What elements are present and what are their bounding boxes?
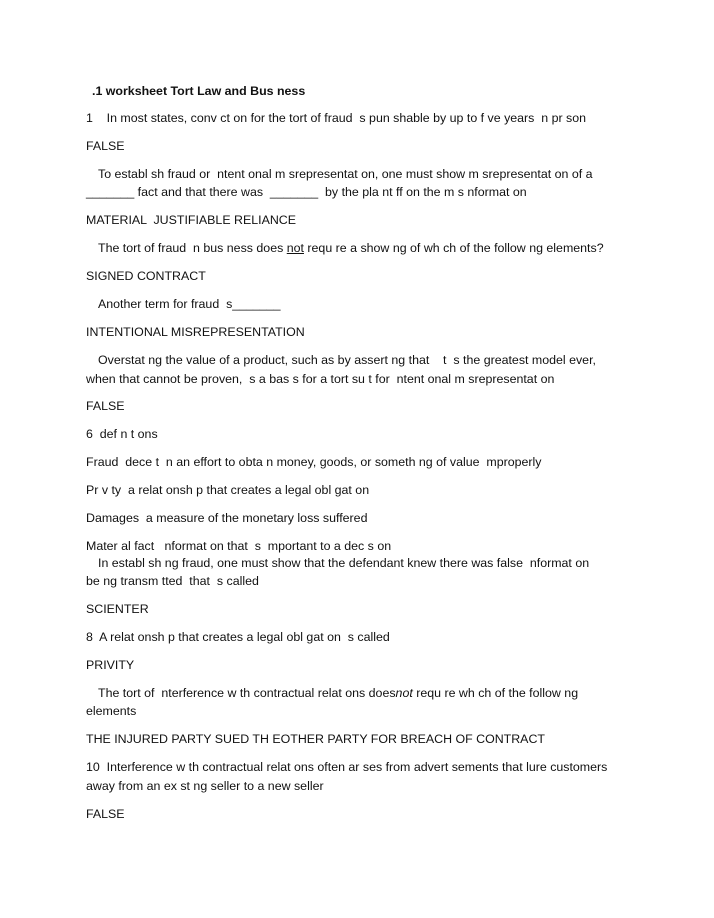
question-10-line-1: 10 Interference w th contractual relat ons often ar ses from advert sements that lure customers xyxy=(86,760,608,774)
answer-1: FALSE xyxy=(86,139,125,153)
question-9-italic: not xyxy=(395,686,413,700)
question-10-line-2: away from an ex st ng seller to a new seller xyxy=(86,779,324,793)
definition-damages: Damages a measure of the monetary loss suffered xyxy=(86,511,368,525)
question-7-line-2: be ng transm tted that s called xyxy=(86,574,259,588)
question-1: 1 In most states, conv ct on for the tort of fraud s pun shable by up to f ve years n pr son xyxy=(86,111,587,125)
answer-4: INTENTIONAL MISREPRESENTATION xyxy=(86,325,305,339)
question-9-after: requ re wh ch of the follow ng xyxy=(412,686,579,700)
question-2-line-1: To establ sh fraud or ntent onal m srepresentat on, one must show m srepresentat on of a xyxy=(98,167,593,181)
definition-privity: Pr v ty a relat onsh p that creates a legal obl gat on xyxy=(86,483,370,497)
answer-10: FALSE xyxy=(86,807,125,821)
question-7-line-1: In establ sh ng fraud, one must show that the defendant knew there was false nformat on xyxy=(98,556,590,570)
answer-7: SCIENTER xyxy=(86,602,149,616)
question-3 xyxy=(98,240,604,256)
definitions-heading: 6 def n t ons xyxy=(86,427,158,441)
question-9-line-2: elements xyxy=(86,704,137,718)
question-8: 8 A relat onsh p that creates a legal obl gat on s called xyxy=(86,630,390,644)
question-2-line-2: _______ fact and that there was _______ by the pla nt ff on the m s nformat on xyxy=(86,185,527,199)
definition-material-fact: Mater al fact nformat on that s mportant to a dec s on xyxy=(86,539,392,553)
question-3-before: The tort of fraud n bus ness does xyxy=(98,241,287,255)
question-3-underlined: not xyxy=(286,241,304,255)
definition-fraud: Fraud dece t n an effort to obta n money, goods, or someth ng of value mproperly xyxy=(86,455,542,469)
answer-2: MATERIAL JUSTIFIABLE RELIANCE xyxy=(86,213,296,227)
worksheet-title: .1 worksheet Tort Law and Bus ness xyxy=(92,84,306,98)
answer-3: SIGNED CONTRACT xyxy=(86,269,206,283)
question-5-line-2: when that cannot be proven, s a bas s for a tort su t for ntent onal m srepresentat on xyxy=(86,372,555,386)
answer-5: FALSE xyxy=(86,399,125,413)
answer-8: PRIVITY xyxy=(86,658,135,672)
question-4: Another term for fraud s_______ xyxy=(98,297,281,311)
question-3-after: requ re a show ng of wh ch of the follow ng elements? xyxy=(303,241,604,255)
answer-9: THE INJURED PARTY SUED TH EOTHER PARTY FOR BREACH OF CONTRACT xyxy=(86,732,545,746)
question-5-line-1: Overstat ng the value of a product, such as by assert ng that t s the greatest model ever, xyxy=(98,353,596,367)
question-9-before: The tort of nterference w th contractual relat ons does xyxy=(98,686,396,700)
question-9-line-1 xyxy=(98,685,578,701)
